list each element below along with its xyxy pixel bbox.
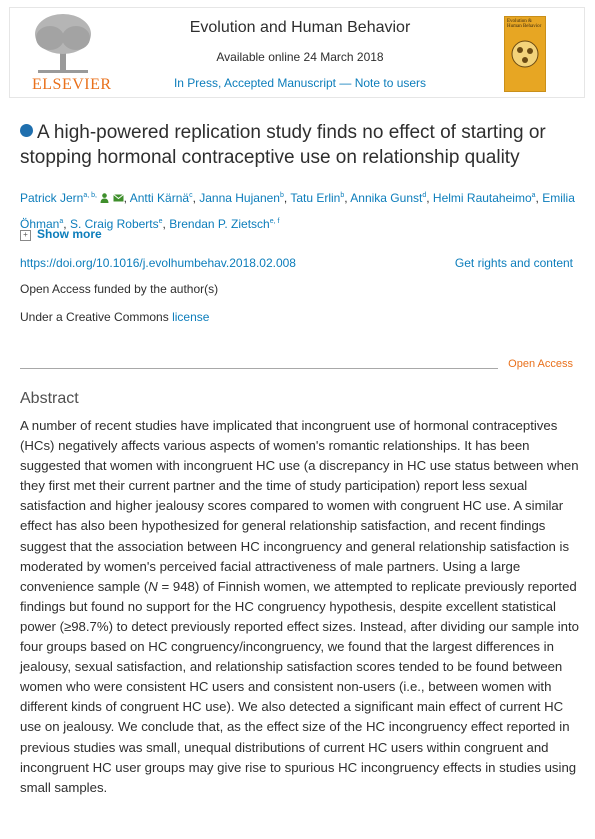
journal-cover[interactable] [504, 16, 546, 92]
elsevier-wordmark: ELSEVIER [32, 76, 112, 93]
author-affiliation[interactable]: e, f [269, 218, 280, 225]
author-name[interactable]: Brendan P. Zietsch [169, 217, 270, 231]
rights-link[interactable]: Get rights and content [454, 256, 573, 270]
journal-header [9, 7, 585, 98]
author-name[interactable]: S. Craig Roberts [69, 217, 159, 231]
section-divider [20, 368, 498, 369]
mail-icon[interactable] [113, 194, 124, 202]
abstract-part-2: = 948) of Finnish women, we attempted to replicate previously reported findings but found no support for the HC congruency hypothesis, despite excellent statistical power (≥98.7%) to detect previously reported effect sizes. Instead, after dividing our sample into four groups based on HC congruency/incongruency, we found that the largest differences in jealousy, sexual satisfaction, and relationship satisfaction scores tended to be found between women who were consistent HC users and consistent non-users (i.e., between women with different kinds of congruent HC use). We also detected a significant main effect of current HC use on jealousy. We conclude that, as the effect size of the HC incongruency effect reported in previous studies was small, unequal distributions of current HC users within congruent and incongruent HC user groups may give rise to spurious HC incongruency effects in studies using small samples. [20, 578, 579, 795]
license-link[interactable]: license [172, 310, 210, 324]
author-separator: , [192, 191, 200, 205]
journal-title[interactable]: Evolution and Human Behavior [189, 19, 411, 36]
abstract-part-1: A number of recent studies have implicated that incongruent use of hormonal contraceptives (HCs) negatively affects various aspects of women's romantic relationships. It has been suggested that women with incongruent HC use (a discrepancy in HC use status between when they first met their current partner and the time of study participation) report less sexual satisfaction and higher jealousy scores compared to women with congruent HC use. A similar effect has also been hypothesized for general relationship satisfaction, and recent findings suggest that the association between HC incongruency and general relationship satisfaction is moderated by women's perceived facial attractiveness of male partners. Using a large convenience sample ( [20, 418, 579, 594]
author-separator: , [123, 191, 130, 205]
author-item [350, 191, 426, 205]
author-affiliation[interactable]: e [158, 218, 163, 225]
press-separator: — [336, 76, 355, 90]
show-more-button[interactable] [20, 227, 102, 241]
author-separator: , [63, 217, 70, 231]
abstract-heading: Abstract [20, 390, 79, 407]
license-note [20, 310, 209, 324]
author-separator: , [344, 191, 351, 205]
author-item [290, 191, 344, 205]
abstract-n-symbol: N [148, 578, 158, 594]
author-affiliation[interactable]: d [422, 192, 427, 199]
accepted-manuscript-link[interactable]: In Press, Accepted Manuscript [173, 76, 337, 90]
license-prefix: Under a Creative Commons [20, 310, 173, 324]
person-icon[interactable] [100, 193, 109, 203]
author-name[interactable]: Antti Kärnä [129, 191, 190, 205]
author-affiliation[interactable]: a [59, 218, 64, 225]
open-access-badge: Open Access [508, 358, 573, 370]
author-item [130, 191, 193, 205]
author-affiliation[interactable]: a, b, [83, 192, 97, 199]
author-list [20, 184, 585, 236]
author-separator: , [426, 191, 433, 205]
author-name[interactable]: Patrick Jern [20, 191, 84, 205]
cover-art-icon [509, 39, 541, 69]
plus-icon: + [20, 230, 31, 241]
elsevier-tree-icon [10, 8, 116, 78]
available-online: Available online 24 March 2018 [216, 50, 384, 64]
author-affiliation[interactable]: b [279, 192, 284, 199]
press-status [130, 76, 470, 90]
author-separator: , [162, 217, 170, 231]
doi-link[interactable]: https://doi.org/10.1016/j.evolhumbehav.2018.02.008 [20, 256, 296, 270]
author-separator: , [283, 191, 291, 205]
elsevier-logo[interactable] [10, 8, 116, 97]
article-title-text: A high-powered replication study finds no effect of starting or stopping hormonal contraceptive use on relationship quality [20, 122, 546, 168]
author-name[interactable]: Annika Gunst [350, 191, 423, 205]
author-name[interactable]: Helmi Rautaheimo [432, 191, 532, 205]
article-title [20, 120, 585, 170]
show-more-label: Show more [37, 227, 102, 241]
funding-note: Open Access funded by the author(s) [20, 282, 219, 296]
author-item [199, 191, 284, 205]
author-affiliation[interactable]: a [531, 192, 536, 199]
author-item [20, 191, 124, 205]
cover-title: Evolution & Human Behavior [507, 19, 542, 29]
author-separator: , [535, 191, 543, 205]
author-item [433, 191, 536, 205]
author-affiliation[interactable]: c [189, 192, 193, 199]
author-name[interactable]: Tatu Erlin [290, 191, 341, 205]
author-affiliation[interactable]: b [340, 192, 345, 199]
author-name[interactable]: Janna Hujanen [199, 191, 280, 205]
author-name[interactable]: Emilia Öhman [20, 191, 575, 231]
abstract-text [20, 416, 585, 798]
note-to-users-link[interactable]: Note to users [354, 76, 427, 90]
open-access-icon [20, 124, 33, 137]
author-item [169, 217, 279, 231]
